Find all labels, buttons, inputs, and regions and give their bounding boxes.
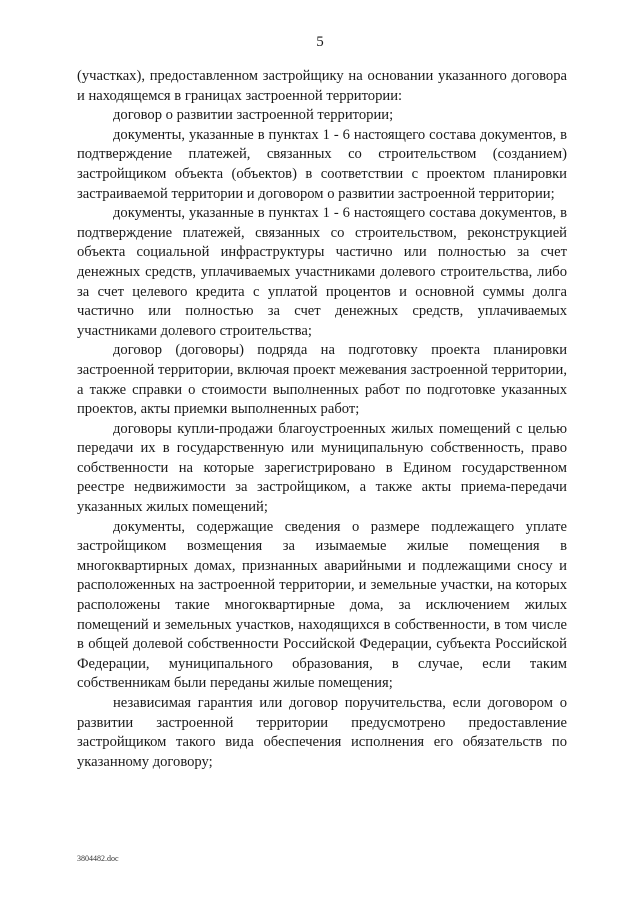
paragraph-development-agreement: договор о развитии застроенной территории; (113, 107, 394, 124)
paragraph-continuation: (участках), предоставленном застройщику на основании указанного договора и находящемся в границах застроенной территории: (77, 68, 567, 104)
paragraph-social-infrastructure-payments: документы, указанные в пунктах 1 - 6 настоящего состава документов, в подтверждение платежей, связанных со строительством, реконструкцией объекта социальной инфраструктуры частично или полностью за счет денежных средств, уплачиваемых участниками долевого строительства, либо за счет целевого кредита с уплатой процентов и основной суммы долга частично или полностью за счет денежных средств, уплачиваемых участниками долевого строительства; (77, 205, 567, 339)
document-body (77, 67, 567, 772)
paragraph-guarantee: независимая гарантия или договор поручительства, если договором о развитии застроенной территории предусмотрено предоставление застройщиком такого вида обеспечения исполнения его обязательств по указанному договору; (77, 695, 567, 770)
paragraph-planning-contract: договор (договоры) подряда на подготовку проекта планировки застроенной территории, включая проект межевания застроенной территории, а также справки о стоимости выполненных работ по подготовке указанных проектов, акты приемки выполненных работ; (77, 342, 567, 418)
footer-filename: 3804482.doc (77, 854, 119, 863)
paragraph-construction-payments: документы, указанные в пунктах 1 - 6 настоящего состава документов, в подтверждение платежей, связанных со строительством (созданием) застройщиком объекта (объектов) в соответствии с проектом планировки застраиваемой территории и договором о развитии застроенной территории; (77, 126, 567, 202)
page-number: 5 (316, 34, 324, 50)
paragraph-compensation-info: документы, содержащие сведения о размере подлежащего уплате застройщиком возмещения за изымаемые жилые помещения в многоквартирных домах, признанных аварийными и подлежащими сносу и расположенных на застроенной территории, и земельные участки, на которых расположены такие многоквартирные дома, за исключением жилых помещений и земельных участков, находящихся в собственности, в том числе в общей долевой собственности Российской Федерации, субъекта Российской Федерации, муниципального образования, в случае, если таким собственникам были переданы жилые помещения; (77, 518, 567, 692)
paragraph-housing-purchase: договоры купли-продажи благоустроенных жилых помещений с целью передачи их в государственную или муниципальную собственность, право собственности на которые зарегистрировано в Едином государственном реестре недвижимости за застройщиком, а также акты приема-передачи указанных жилых помещений; (77, 420, 567, 516)
